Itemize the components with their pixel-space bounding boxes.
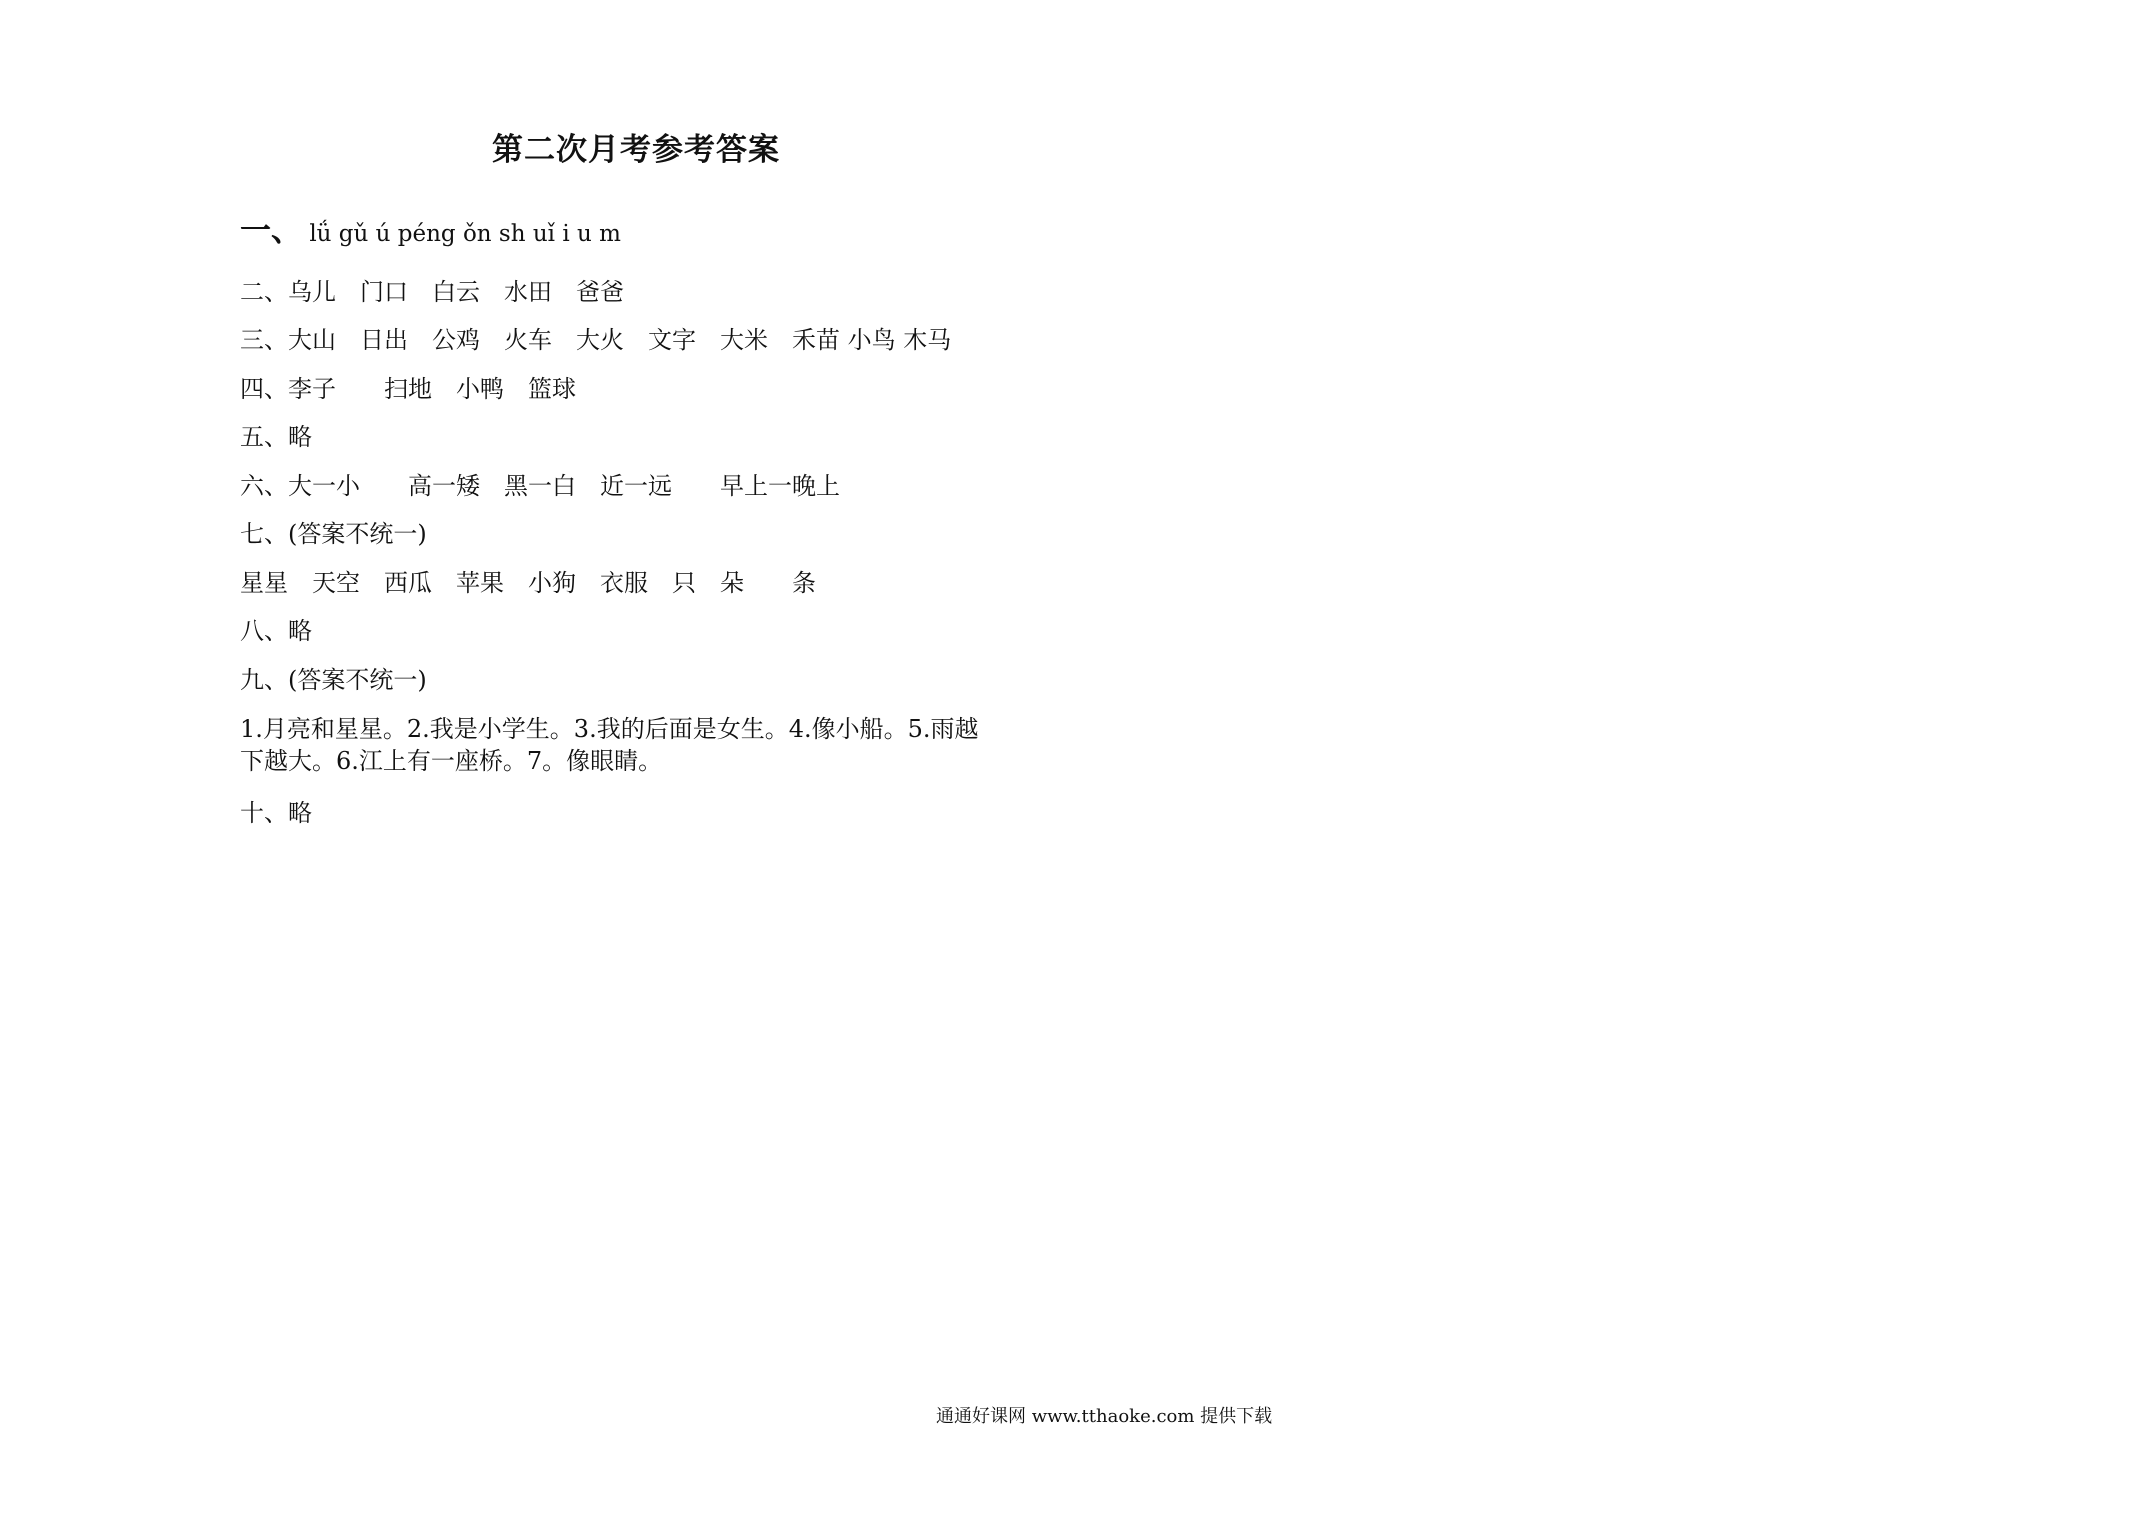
- answer-line-3: 三、大山 日出 公鸡 火车 大火 文字 大米 禾苗 小鸟 木马: [240, 326, 952, 354]
- page-title: 第二次月考参考答案: [492, 132, 780, 168]
- answer-line-9-text-2: 下越大。6.江上有一座桥。7。像眼睛。: [240, 747, 663, 775]
- answer-line-5: 五、略: [240, 423, 312, 451]
- footer-download-text: 通通好课网 www.tthaoke.com 提供下载: [936, 1406, 1273, 1427]
- answer-line-10: 十、略: [240, 799, 312, 827]
- answer-line-1: [240, 215, 621, 250]
- answer-line-9-text-1: 1.月亮和星星。2.我是小学生。3.我的后面是女生。4.像小船。5.雨越: [240, 715, 979, 743]
- answer-line-8: 八、略: [240, 617, 312, 645]
- question-1-answer: lǘ gǔ ú péng ǒn sh uǐ i u m: [309, 221, 621, 247]
- answer-line-7-heading: 七、(答案不统一): [240, 520, 427, 548]
- answer-line-6: 六、大一小 高一矮 黑一白 近一远 早上一晚上: [240, 472, 840, 500]
- answer-line-7-text: 星星 天空 西瓜 苹果 小狗 衣服 只 朵 条: [240, 569, 816, 597]
- answer-line-2: 二、乌儿 门口 白云 水田 爸爸: [240, 278, 624, 306]
- answer-line-9-heading: 九、(答案不统一): [240, 666, 427, 694]
- question-1-label: 一、: [240, 213, 302, 249]
- answer-line-4: 四、李子 扫地 小鸭 篮球: [240, 375, 576, 403]
